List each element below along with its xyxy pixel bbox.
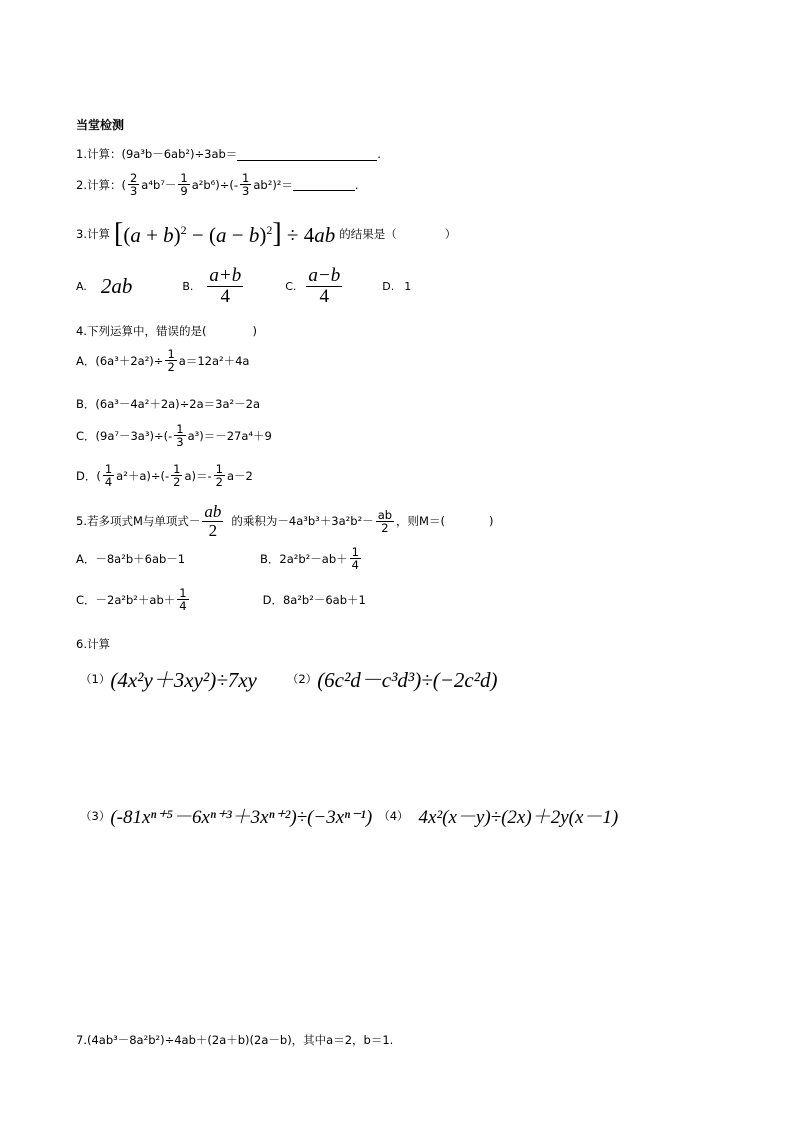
fraction: $\frac{1}{2}$ (215, 462, 223, 490)
fraction: $\frac{1}{3}$ (176, 422, 184, 450)
part-2-expression: (6c²d－c³d³)÷(−2c²d) (317, 668, 498, 692)
fraction: $\frac{ab}{2}$ (377, 507, 393, 535)
fraction: $\frac{1}{9}$ (180, 171, 188, 199)
question-6-parts-1-2: （1） (4x²y＋3xy²)÷7xy （2） (6c²d－c³d³)÷(−2c²d) (76, 664, 498, 694)
question-4-option-c: C．(9a⁷－3a³)÷(- $\frac{1}{3}$ a³)＝－27a⁴＋9 (76, 422, 272, 450)
part-4-expression: 4x²(x－y)÷(2x)＋2y(x－1) (418, 807, 619, 828)
question-6-title: 6.计算 (76, 637, 110, 651)
fraction: $\frac{1}{4}$ (179, 586, 187, 614)
question-7: 7.(4ab³－8a²b²)÷4ab＋(2a＋b)(2a－b)，其中a＝2，b＝1. (76, 1033, 394, 1047)
question-6-parts-3-4: （3） (-81xⁿ⁺⁵－6xⁿ⁺³＋3xⁿ⁺²)÷(−3xⁿ⁻¹) （4） 4x²(x－y)÷(2x)＋2y(x－1) (76, 802, 618, 829)
fraction: $\frac{ab}{2}$ (204, 502, 222, 540)
part-3-expression: (-81xⁿ⁺⁵－6xⁿ⁺³＋3xⁿ⁺²)÷(−3xⁿ⁻¹) (110, 807, 373, 828)
fraction: $\frac{1}{2}$ (173, 462, 181, 490)
question-3-choices: A. 2ab B. $\frac{a+b}{4}$ C. $\frac{a-b}{4}$ D. 1 (76, 264, 412, 307)
choice-b-fraction: $\frac{a+b}{4}$ (209, 264, 242, 307)
question-2: 2.计算：( $\frac{2}{3}$ a⁴b⁷－ $\frac{1}{9}$ a²b⁶)÷(- $\frac{1}{3}$ ab²)²＝ . (76, 171, 359, 199)
question-5: 5.若多项式M与单项式－ $\frac{ab}{2}$ 的乘积为－4a³b³＋3a²b²－ $\frac{ab}{2}$ ，则M＝( ) (76, 502, 494, 540)
question-4-option-d: D．( $\frac{1}{4}$ a²＋a)÷(- $\frac{1}{2}$ a)＝- $\frac{1}{2}$ a－2 (76, 462, 253, 490)
question-3: 3.计算 $[(a + b)^2 - (a - b)^2] \div 4ab$ 的结果是（ ） (76, 218, 457, 249)
question-4-option-a: A．(6a³＋2a²)÷ $\frac{1}{2}$ a＝12a²＋4a (76, 347, 250, 375)
answer-blank-2[interactable] (293, 178, 355, 191)
question-1: 1.计算：(9a³b－6ab²)÷3ab＝ . (76, 147, 381, 161)
section-title: 当堂检测 (76, 118, 125, 132)
question-4: 4.下列运算中，错误的是( ) (76, 324, 257, 338)
fraction: $\frac{1}{4}$ (104, 462, 113, 490)
question-3-expression: $[(a + b)^2 - (a - b)^2] \div 4ab$ (113, 218, 336, 249)
question-4-option-b: B．(6a³－4a²＋2a)÷2a＝3a²－2a (76, 397, 261, 411)
question-5-options-ab: A．－8a²b＋6ab－1 B．2a²b²－ab＋ $\frac{1}{4}$ (76, 545, 359, 573)
answer-blank-1[interactable] (237, 148, 377, 161)
fraction: $\frac{1}{2}$ (167, 347, 175, 375)
choice-c-fraction: $\frac{a-b}{4}$ (308, 264, 341, 307)
fraction: $\frac{1}{3}$ (242, 171, 250, 199)
part-1-expression: (4x²y＋3xy²)÷7xy (110, 668, 257, 692)
fraction: $\frac{2}{3}$ (129, 171, 138, 199)
question-5-options-cd: C．－2a²b²＋ab＋ $\frac{1}{4}$ D．8a²b²－6ab＋1 (76, 586, 366, 614)
question-1-text: 1.计算：(9a³b－6ab²)÷3ab＝ (76, 147, 238, 161)
choice-a-value: 2ab (100, 273, 133, 298)
fraction: $\frac{1}{4}$ (351, 545, 359, 573)
